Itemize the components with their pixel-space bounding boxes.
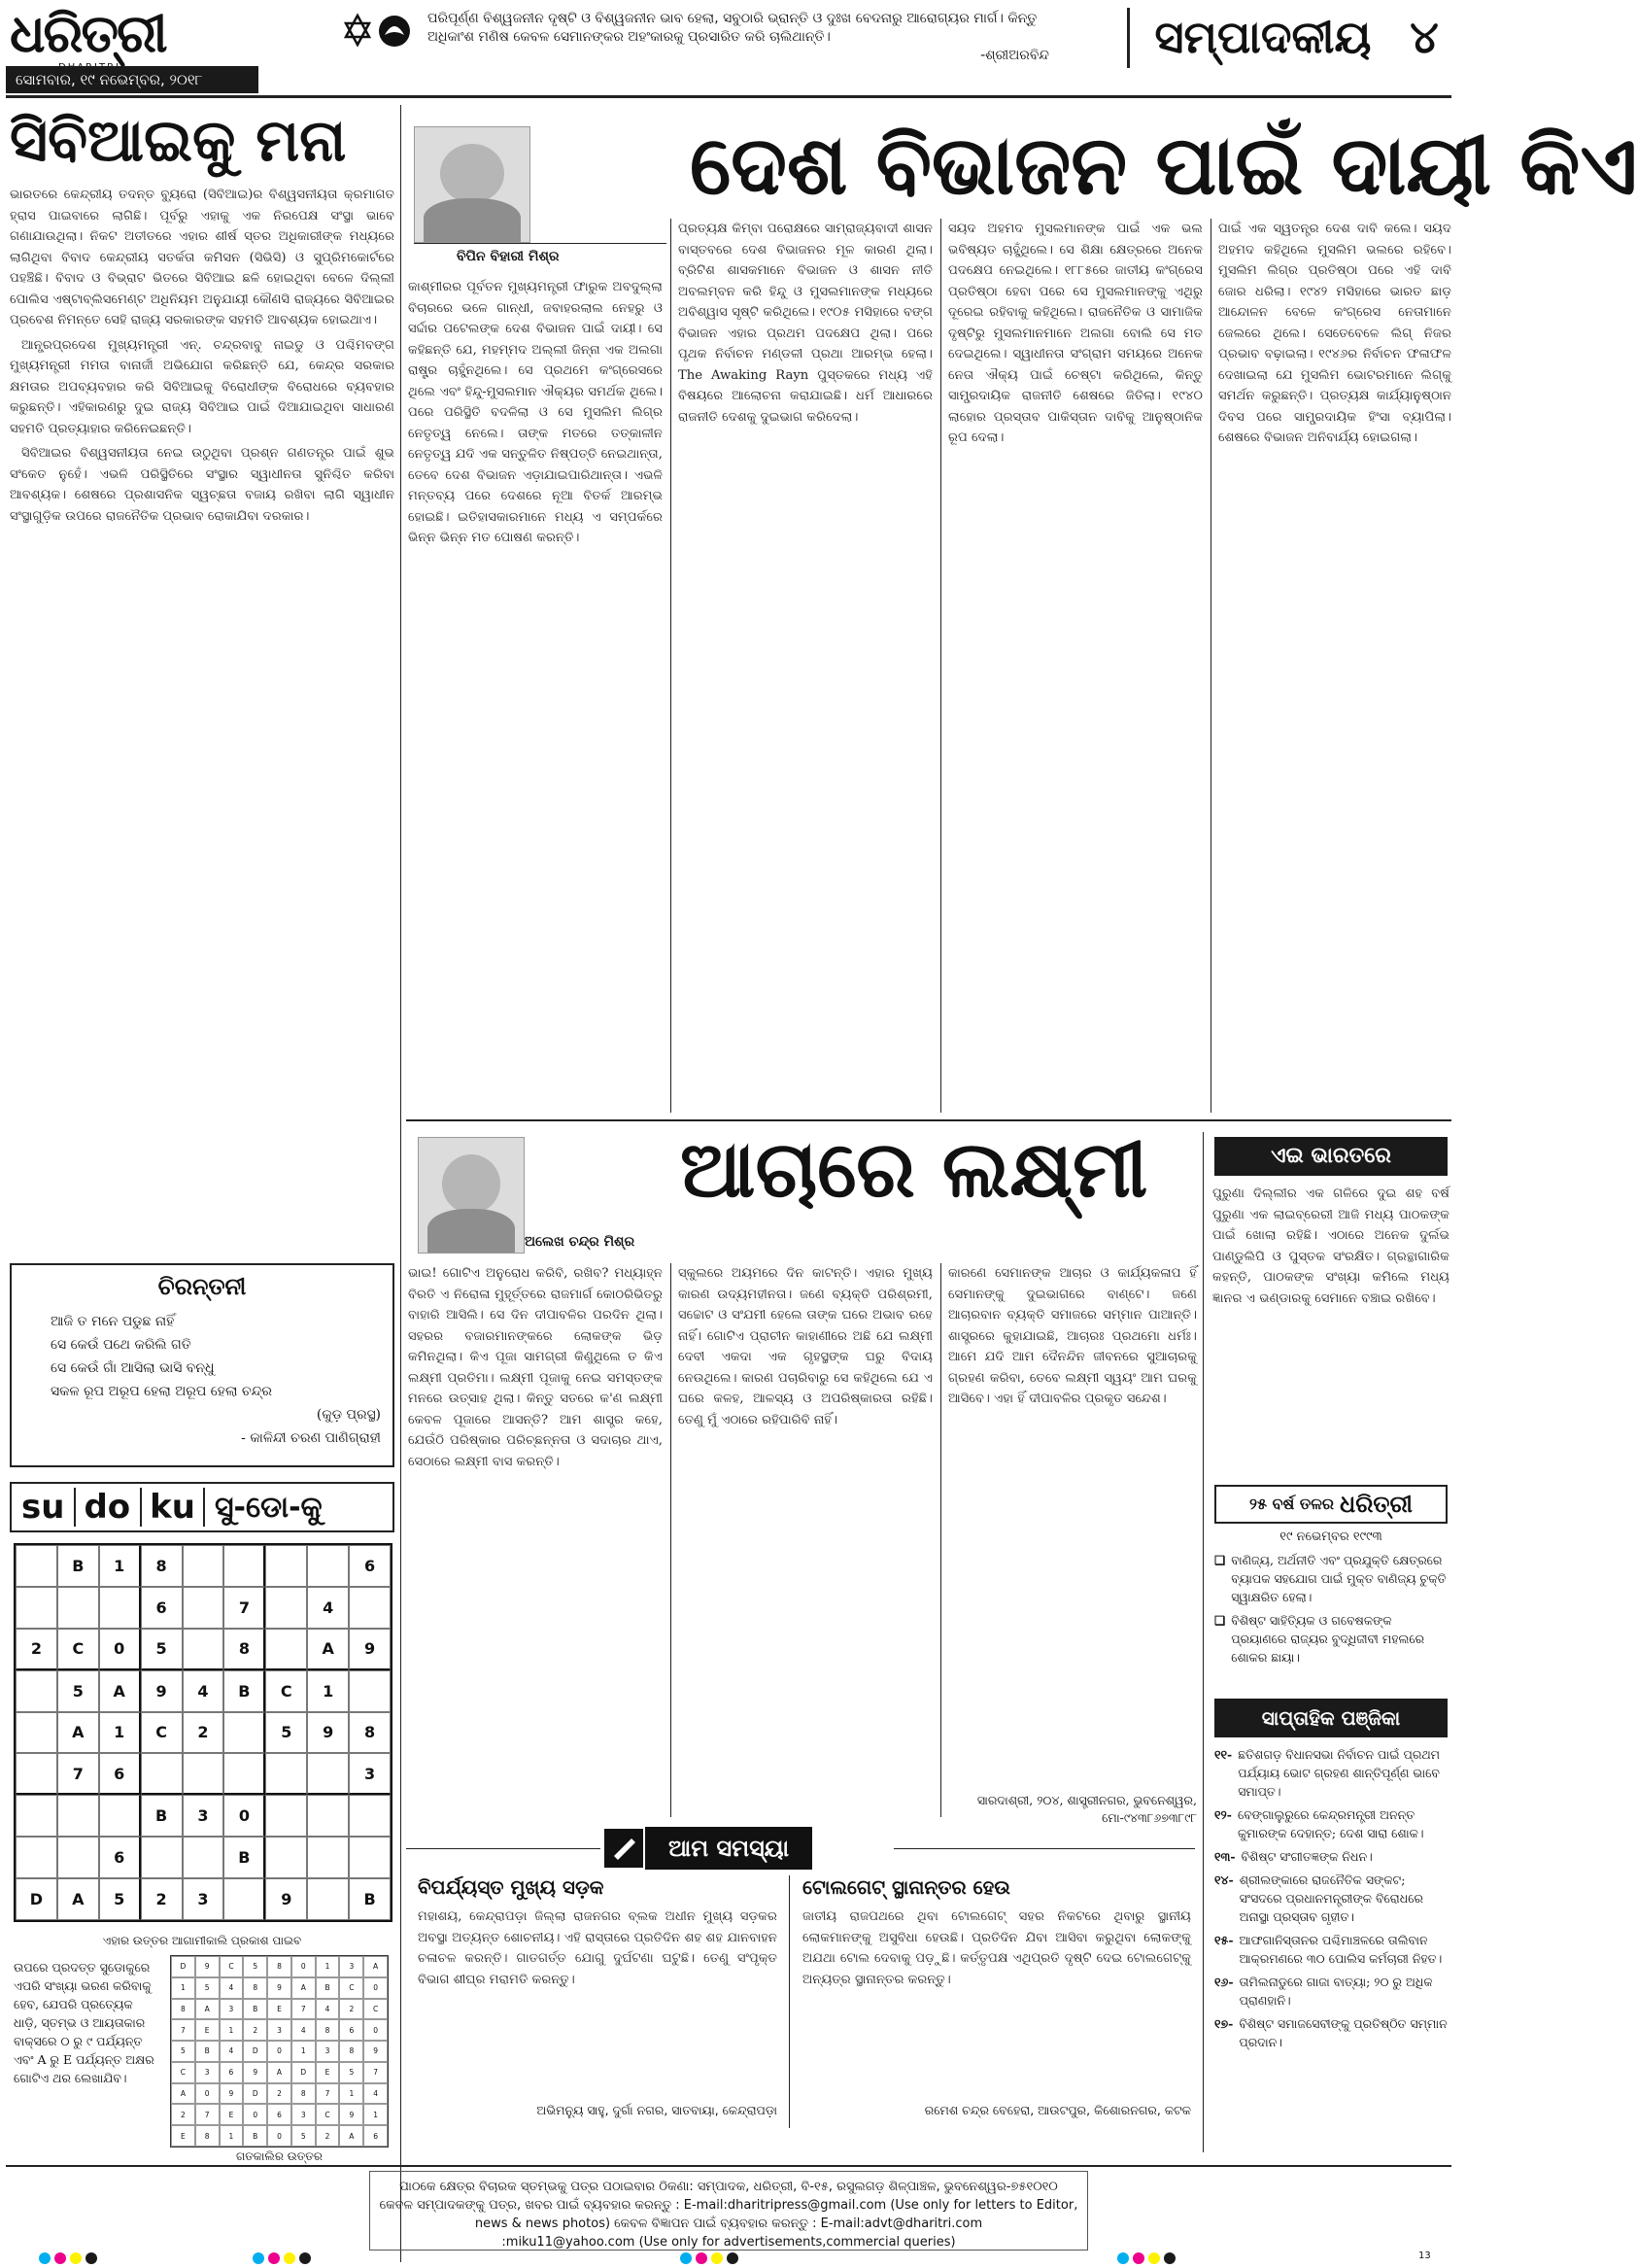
answer-cell: 2: [243, 2019, 267, 2041]
ei-bharatare-body: [1212, 1184, 1449, 1475]
ei-bharatare-text: ପୁରୁଣା ଦିଲ୍ଲୀର ଏକ ଗଳିରେ ଦୁଇ ଶହ ବର୍ଷ ପୁରୁଣା ଏକ ଲାଇବ୍ରେରୀ ଆଜି ମଧ୍ୟ ପାଠକଙ୍କ ପାଇଁ ଖୋଲା ରହିଛି। ଏଠାରେ ଅନେକ ଦୁର୍ଲଭ ପାଣ୍ଡୁଲିପି ଓ ପୁସ୍ତକ ସଂରକ୍ଷିତ। ଗ୍ରନ୍ଥାଗାରିକ କହନ୍ତି, ପାଠକଙ୍କ ସଂଖ୍ୟା କମିଲେ ମଧ୍ୟ ଜ୍ଞାନର ଏ ଭଣ୍ଡାରକୁ ସେମାନେ ବଞ୍ଚାଇ ରଖିବେ।: [1212, 1186, 1449, 1306]
sudoku-cell: [223, 1753, 265, 1795]
answer-cell: 4: [291, 2019, 316, 2041]
answer-cell: A: [267, 2062, 291, 2083]
sudoku-cell: 5: [265, 1712, 307, 1754]
quote-text: ପରିପୂର୍ଣ୍ଣ ବିଶ୍ୱଜନୀନ ଦୃଷ୍ଟି ଓ ବିଶ୍ୱଜନୀନ ଭାବ ହେଲା, ସବୁଠାରି ଭ୍ରାନ୍ତି ଓ ଦୁଃଖ ବେଦନାରୁ ଆରୋଗ୍ୟର ମାର୍ଗ। କିନ୍ତୁ ଅଧିକାଂଶ ମଣିଷ କେବଳ ସେମାନଙ୍କର ଅହଂକାରକୁ ପ୍ରସାରିତ କରି ଚାଲିଥାନ୍ତି।: [427, 11, 1038, 45]
sudoku-cell: [265, 1795, 307, 1837]
answer-cell: 0: [267, 2041, 291, 2062]
sudoku-cell: 7: [223, 1587, 265, 1629]
sudoku-cell: [183, 1753, 224, 1795]
sudoku-cell: [349, 1795, 391, 1837]
footer-email-editor: କେବଳ ସମ୍ପାଦକଙ୍କୁ ପତ୍ର, ଖବର ପାଇଁ ବ୍ୟବହାର କରନ୍ତୁ : E-mail:dharitripress@gmail.com (Use only for letters to Editor,: [379, 2198, 1078, 2213]
sudoku-cell: [265, 1545, 307, 1587]
sudoku-cell: 3: [349, 1753, 391, 1795]
saptahika-item: ୧୭- ବିଶିଷ୍ଟ ସମାଜସେବୀଙ୍କୁ ପ୍ରତିଷ୍ଠିତ ସମ୍ମାନ ପ୍ରଦାନ।: [1214, 2016, 1448, 2049]
sudoku-cell: C: [141, 1712, 183, 1754]
column-divider: [670, 219, 671, 1113]
registration-marks: [253, 2252, 338, 2266]
sudoku-cell: A: [307, 1629, 349, 1670]
sudoku-cell: B: [141, 1795, 183, 1837]
article1-paragraph: ସୟଦ ଅହମଦ ମୁସଲମାନଙ୍କ ପାଇଁ ଏକ ଭଲ ଭବିଷ୍ୟତ ଚାହୁଁଥିଲେ। ସେ ଶିକ୍ଷା କ୍ଷେତ୍ରରେ ଅନେକ ପଦକ୍ଷେପ ନେଇଥିଲେ। ୧୮୮୫ରେ ଜାତୀୟ କଂଗ୍ରେସ ପ୍ରତିଷ୍ଠା ହେବା ପରେ ସେ ମୁସଲମାନଙ୍କୁ ଏଥିରୁ ଦୂରେଇ ରହିବାକୁ କହିଥିଲେ। ରାଜନୈତିକ ଓ ସାମାଜିକ ଦୃଷ୍ଟିରୁ ମୁସଲମାନମାନେ ଅଲଗା ବୋଲି ସେ ମତ ଦେଇଥିଲେ। ସ୍ୱାଧୀନତା ସଂଗ୍ରାମ ସମୟରେ ଅନେକ ନେତା ଐକ୍ୟ ପାଇଁ ଚେଷ୍ଟା କରିଥିଲେ, କିନ୍ତୁ ସାମ୍ପ୍ରଦାୟିକ ରାଜନୀତି ଶେଷରେ ଜିତିଲା। ୧୯୪୦ ଲାହୋର ପ୍ରସ୍ତାବ ପାକିସ୍ତାନ ଦାବିକୁ ଆନୁଷ୍ଠାନିକ ରୂପ ଦେଲା।: [948, 222, 1203, 445]
sudoku-cell: 4: [307, 1587, 349, 1629]
sudoku-cell: C: [265, 1670, 307, 1712]
sudoku-cell: A: [57, 1878, 99, 1920]
answer-cell: 5: [171, 2041, 195, 2062]
article1-column: [678, 219, 933, 1113]
magenta-dot-icon: [54, 2252, 66, 2264]
answer-cell: 7: [291, 1999, 316, 2020]
answer-cell: A: [291, 1977, 316, 1999]
answer-cell: A: [171, 2083, 195, 2105]
poem-line: ସକଳ ରୂପ ଅରୂପ ହେଲା ଅରୂପ ହେଲା ଚନ୍ଦ୍ର: [51, 1384, 272, 1399]
sudoku-cell: 0: [223, 1795, 265, 1837]
column-divider: [940, 1263, 941, 1817]
answer-cell: C: [363, 1999, 388, 2020]
answer-cell: 5: [243, 1956, 267, 1977]
answer-cell: 8: [243, 1977, 267, 1999]
answer-cell: 4: [316, 1999, 340, 2020]
sudoku-cell: 8: [223, 1629, 265, 1670]
registration-marks: [1117, 2252, 1203, 2266]
years25-date: ୧୯ ନଭେମ୍ବର ୧୯୯୩: [1279, 1529, 1382, 1544]
answer-cell: 8: [291, 2083, 316, 2105]
answer-cell: 2: [339, 1999, 363, 2020]
sudoku-cell: A: [99, 1670, 141, 1712]
answer-cell: 4: [220, 1977, 244, 1999]
sudoku-cell: 3: [183, 1878, 224, 1920]
sudoku-cell: [183, 1837, 224, 1878]
sudoku-cell: [223, 1545, 265, 1587]
ama-samasya-banner: [602, 1827, 894, 1870]
answer-cell: 7: [171, 2019, 195, 2041]
sudoku-title-ku: ku: [140, 1488, 205, 1527]
poem-line: ସେ କେଉଁ ଗାଁ ଆସିଲା ଭାସି ବନ୍ଧୁ: [51, 1360, 215, 1376]
quote-attribution: -ଶ୍ରୀଅରବିନ୍ଦ: [980, 48, 1049, 63]
author-photo: [414, 126, 530, 243]
poem-author: - କାଳିନ୍ଦୀ ଚରଣ ପାଣିଗ୍ରାହୀ: [241, 1430, 381, 1446]
saptahika-item: ୧୩- ବିଶିଷ୍ଟ ସଂଗୀତଜ୍ଞଙ୍କ ନିଧନ।: [1214, 1849, 1373, 1864]
answer-cell: B: [316, 1977, 340, 1999]
column-divider: [789, 1875, 790, 2128]
chirantani-title: ଚିରନ୍ତନୀ: [157, 1273, 247, 1300]
logo-text: ଧରିତ୍ରୀ: [10, 3, 166, 64]
letter-body: ଜାତୀୟ ରାଜପଥରେ ଥିବା ଟୋଲଗେଟ୍ ସହର ନିକଟରେ ଥିବାରୁ ସ୍ଥାନୀୟ ଲୋକମାନଙ୍କୁ ଅସୁବିଧା ହେଉଛି। ପ୍ରତିଦିନ ଯିବା ଆସିବା କରୁଥିବା ଲୋକଙ୍କୁ ଅଯଥା ଟୋଲ ଦେବାକୁ ପଡ଼ୁଛି। କର୍ତ୍ତୃପକ୍ଷ ଏଥିପ୍ରତି ଦୃଷ୍ଟି ଦେଇ ଟୋଲଗେଟ୍‌କୁ ଅନ୍ୟତ୍ର ସ୍ଥାନାନ୍ତର କରନ୍ତୁ।: [802, 1909, 1191, 1987]
sudoku-cell: 2: [183, 1712, 224, 1754]
article2-byline: ଅଲେଖ ଚନ୍ଦ୍ର ମିଶ୍ର: [525, 1234, 635, 1250]
ama-samasya-title: ଆମ ସମସ୍ୟା: [645, 1827, 812, 1870]
sudoku-note: ଏହାର ଉତ୍ତର ଆଗାମୀକାଲି ପ୍ରକାଶ ପାଇବ: [102, 1934, 302, 1947]
years25-banner: [1214, 1485, 1448, 1524]
answer-cell: 5: [195, 1977, 220, 1999]
sudoku-cell: C: [57, 1629, 99, 1670]
article1-paragraph: କାଶ୍ମୀରର ପୂର୍ବତନ ମୁଖ୍ୟମନ୍ତ୍ରୀ ଫାରୁକ ଅବଦୁଲ୍ଲା ବିଚାରରେ ଭଳେ ଗାନ୍ଧୀ, ଜବାହରଲାଲ ନେହରୁ ଓ ସର୍ଦ୍ଦାର ପଟେଲଙ୍କ ଦେଶ ବିଭାଜନ ପାଇଁ ଦାୟୀ। ସେ କହିଛନ୍ତି ଯେ, ମହମ୍ମଦ ଅଲ୍ଲୀ ଜିନ୍ନା ଏକ ଅଲଗା ରାଷ୍ଟ୍ର ଚାହୁଁନଥିଲେ। ସେ ପ୍ରଥମେ କଂଗ୍ରେସରେ ଥିଲେ ଏବଂ ହିନ୍ଦୁ-ମୁସଲମାନ ଐକ୍ୟର ସମର୍ଥକ ଥିଲେ। ପରେ ପରିସ୍ଥିତି ବଦଳିଲା ଓ ସେ ମୁସଲିମ ଲିଗ୍‌ର ନେତୃତ୍ୱ ନେଲେ। ତାଙ୍କ ମତରେ ତତ୍କାଳୀନ ନେତୃତ୍ୱ ଯଦି ଏକ ସନ୍ତୁଳିତ ନିଷ୍ପତ୍ତି ନେଇଥାନ୍ତା, ତେବେ ଦେଶ ବିଭାଜନ ଏଡ଼ାଯାଇପାରିଥାନ୍ତା। ଏଭଳି ମନ୍ତବ୍ୟ ପରେ ଦେଶରେ ନୂଆ ବିତର୍କ ଆରମ୍ଭ ହୋଇଛି। ଇତିହାସକାରମାନେ ମଧ୍ୟ ଏ ସମ୍ପର୍କରେ ଭିନ୍ନ ଭିନ୍ନ ମତ ପୋଷଣ କରନ୍ତି।: [408, 280, 663, 545]
column-divider: [940, 219, 941, 1113]
answer-cell: 1: [220, 2125, 244, 2147]
answer-cell: 1: [291, 2041, 316, 2062]
sudoku-cell: B: [57, 1545, 99, 1587]
answer-cell: 1: [220, 2019, 244, 2041]
sudoku-cell: [57, 1837, 99, 1878]
sudoku-cell: 7: [57, 1753, 99, 1795]
answer-cell: 5: [339, 2062, 363, 2083]
answer-cell: 6: [267, 2104, 291, 2125]
sudoku-cell: [57, 1795, 99, 1837]
column-divider: [400, 105, 401, 2262]
sudoku-cell: 6: [141, 1587, 183, 1629]
ei-bharatare-title: ଏଇ ଭାରତରେ: [1214, 1137, 1448, 1176]
answer-cell: 0: [195, 2083, 220, 2105]
saptahika-title: ସାପ୍ତାହିକ ପଞ୍ଜିକା: [1214, 1699, 1448, 1737]
sudoku-cell: 1: [99, 1545, 141, 1587]
answer-cell: 8: [195, 2125, 220, 2147]
sudoku-cell: B: [223, 1670, 265, 1712]
editorial-paragraph: ସିବିଆଇର ବିଶ୍ୱସନୀୟତା ନେଇ ଉଠୁଥିବା ପ୍ରଶ୍ନ ଗଣତନ୍ତ୍ର ପାଇଁ ଶୁଭ ସଂକେତ ନୁହେଁ। ଏଭଳି ପରିସ୍ଥିତିରେ ସଂସ୍ଥାର ସ୍ୱାଧୀନତା ସୁନିଶ୍ଚିତ କରିବା ଆବଶ୍ୟକ। ଶେଷରେ ପ୍ରଶାସନିକ ସ୍ୱଚ୍ଛତା ବଜାୟ ରଖିବା ଲାଗି ସ୍ୱାଧୀନ ସଂସ୍ଥାଗୁଡ଼ିକ ଉପରେ ରାଜନୈତିକ ପ୍ରଭାବ ରୋକାଯିବା ଦରକାର।: [10, 446, 394, 524]
years25-label: ୨୫ ବର୍ଷ ତଳର: [1249, 1495, 1334, 1513]
answer-cell: 5: [291, 2125, 316, 2147]
article-separator: [406, 1119, 1451, 1121]
sudoku-cell: D: [16, 1878, 57, 1920]
answer-cell: 8: [316, 2019, 340, 2041]
answer-cell: 3: [267, 2019, 291, 2041]
banner-rule: [406, 1848, 600, 1849]
sudoku-cell: [349, 1670, 391, 1712]
answer-cell: E: [267, 1999, 291, 2020]
editorial-headline: ସିବିଆଇକୁ ମନା: [10, 107, 347, 175]
letter-body: ମହାଶୟ, କେନ୍ଦ୍ରାପଡ଼ା ଜିଲ୍ଲା ରାଜନଗର ବ୍ଲକ ଅଧୀନ ମୁଖ୍ୟ ସଡ଼କର ଅବସ୍ଥା ଅତ୍ୟନ୍ତ ଶୋଚନୀୟ। ଏହି ରାସ୍ତାରେ ପ୍ରତିଦିନ ଶହ ଶହ ଯାନବାହନ ଚଳାଚଳ କରନ୍ତି। ଗାତଗର୍ତ୍ତ ଯୋଗୁ ଦୁର୍ଘଟଣା ଘଟୁଛି। ତେଣୁ ସଂପୃକ୍ତ ବିଭାଗ ଶୀଘ୍ର ମରାମତି କରନ୍ତୁ।: [418, 1909, 777, 1987]
letter-sender: ଅଭିମନ୍ୟୁ ସାହୁ, ଦୁର୍ଗା ନଗର, ସାତବାୟା, କେନ୍ଦ୍ରାପଡ଼ା: [536, 2103, 777, 2117]
sudoku-cell: [141, 1753, 183, 1795]
answer-cell: 3: [339, 1956, 363, 1977]
sudoku-cell: [223, 1712, 265, 1754]
answer-cell: A: [195, 1999, 220, 2020]
sudoku-cell: [99, 1795, 141, 1837]
column-divider: [1203, 1132, 1204, 2152]
sudoku-cell: [16, 1670, 57, 1712]
answer-cell: E: [195, 2019, 220, 2041]
sudoku-cell: 6: [99, 1837, 141, 1878]
sudoku-title-su: su: [21, 1488, 65, 1527]
saptahika-item: ୧୪- ଶ୍ରୀଲଙ୍କାରେ ରାଜନୈତିକ ସଙ୍କଟ; ସଂସଦରେ ପ୍ରଧାନମନ୍ତ୍ରୀଙ୍କ ବିରୋଧରେ ଅନାସ୍ଥା ପ୍ରସ୍ତାବ ଗୃହୀତ।: [1214, 1873, 1423, 1924]
sudoku-cell: [183, 1587, 224, 1629]
sudoku-cell: [307, 1795, 349, 1837]
footer-email-commercial: :miku11@yahoo.com (Use only for advertisements,commercial queries): [501, 2235, 956, 2250]
byline-rule: [414, 243, 666, 244]
article2-paragraph: ଭାଇ! ଗୋଟିଏ ଅନୁରୋଧ କରିବି, ରଖିବ? ମଧ୍ୟାହ୍ନ ବିରତି ଏ ନିରୋଳା ମୁହୂର୍ତ୍ତରେ ରାଜମାର୍ଗ କୋଠରିଭିତରୁ ବାହାରି ଆସିଲି। ସେ ଦିନ ଦୀପାବଳିର ପରଦିନ ଥିଲା। ସହରର ବଜାରମାନଙ୍କରେ ଲୋକଙ୍କ ଭିଡ଼ କମିନଥିଲା। କିଏ ପୂଜା ସାମଗ୍ରୀ କିଣୁଥିଲେ ତ କିଏ ଲକ୍ଷ୍ମୀ ପ୍ରତିମା। ଲକ୍ଷ୍ମୀ ପୂଜାକୁ ନେଇ ସମସ୍ତଙ୍କ ମନରେ ଉତ୍ସାହ ଥିଲା। କିନ୍ତୁ ସତରେ କ'ଣ ଲକ୍ଷ୍ମୀ କେବଳ ପୂଜାରେ ଆସନ୍ତି? ଆମ ଶାସ୍ତ୍ର କହେ, ଯେଉଁଠି ପରିଷ୍କାର ପରିଚ୍ଛନ୍ନତା ଓ ସଦାଚାର ଥାଏ, ସେଠାରେ ଲକ୍ଷ୍ମୀ ବାସ କରନ୍ତି।: [408, 1266, 663, 1469]
answer-cell: 6: [220, 2062, 244, 2083]
answer-cell: 3: [220, 1999, 244, 2020]
sudoku-cell: 6: [349, 1545, 391, 1587]
star-of-david-icon: [346, 16, 369, 45]
answer-cell: 0: [291, 1956, 316, 1977]
poem-source: (କୁଡ଼ ପ୍ରସ୍ଥ): [316, 1407, 381, 1423]
sudoku-cell: [99, 1587, 141, 1629]
answer-cell: 8: [267, 1956, 291, 1977]
answer-cell: 0: [363, 2019, 388, 2041]
answer-cell: 9: [243, 2062, 267, 2083]
saptahika-item: ୧୨- ବେଙ୍ଗାଲୁରୁରେ କେନ୍ଦ୍ରମନ୍ତ୍ରୀ ଅନନ୍ତ କୁମାରଙ୍କ ଦେହାନ୍ତ; ଦେଶ ସାରା ଶୋକ।: [1214, 1807, 1424, 1840]
sudoku-cell: 5: [141, 1629, 183, 1670]
sudoku-cell: [265, 1587, 307, 1629]
article1-paragraph: ପାଇଁ ଏକ ସ୍ୱତନ୍ତ୍ର ଦେଶ ଦାବି କଲେ। ସୟଦ ଅହମଦ କହିଥିଲେ ମୁସଲିମ ଭଲରେ ରହିବେ। ମୁସଲିମ ଲିଗ୍‌ର ପ୍ରତିଷ୍ଠା ପରେ ଏହି ଦାବି ଜୋର ଧରିଲା। ୧୯୪୨ ମସିହାରେ ଭାରତ ଛାଡ଼ ଆନ୍ଦୋଳନ ବେଳେ କଂଗ୍ରେସ ନେତାମାନେ ଜେଲରେ ଥିଲେ। ସେତେବେଳେ ଲିଗ୍ ନିଜର ପ୍ରଭାବ ବଢ଼ାଇଲା। ୧୯୪୬ର ନିର୍ବାଚନ ଫଳାଫଳ ଦେଖାଇଲା ଯେ ମୁସଲିମ ଭୋଟରମାନେ ଲିଗ୍‌କୁ ସମର୍ଥନ କରୁଛନ୍ତି। ପ୍ରତ୍ୟକ୍ଷ କାର୍ଯ୍ୟାନୁଷ୍ଠାନ ଦିବସ ପରେ ସାମ୍ପ୍ରଦାୟିକ ହିଂସା ବ୍ୟାପିଲା। ଶେଷରେ ବିଭାଜନ ଅନିବାର୍ଯ୍ୟ ହୋଇଗଲା।: [1218, 222, 1451, 445]
sudoku-cell: [141, 1837, 183, 1878]
answer-cell: A: [363, 1956, 388, 1977]
poem-line: ଆଜି ତ ମନେ ପଡୁଛ ନାହିଁ: [51, 1314, 175, 1329]
sudoku-cell: [265, 1629, 307, 1670]
footer-email-advt: news & news photos) କେବଳ ବିଜ୍ଞାପନ ପାଇଁ ବ୍ୟବହାର କରନ୍ତୁ : E-mail:advt@dharitri.com: [474, 2216, 983, 2231]
article2-paragraph: ସ୍କୁଲରେ ଅୟମରେ ଦିନ କାଟନ୍ତି। ଏହାର ମୁଖ୍ୟ କାରଣ ଉଦ୍ୟମହୀନତା। ଜଣେ ବ୍ୟକ୍ତି ପରିଶ୍ରମୀ, ସଚ୍ଚୋଟ ଓ ସଂଯମୀ ହେଲେ ତାଙ୍କ ଘରେ ଅଭାବ ରହେ ନାହିଁ। ଗୋଟିଏ ପ୍ରାଚୀନ କାହାଣୀରେ ଅଛି ଯେ ଲକ୍ଷ୍ମୀ ଦେବୀ ଏକଦା ଏକ ଗୃହସ୍ଥଙ୍କ ଘରୁ ବିଦାୟ ନେଉଥିଲେ। କାରଣ ପଚାରିବାରୁ ସେ କହିଥିଲେ ଯେ ଏ ଘରେ କଳହ, ଆଳସ୍ୟ ଓ ଅପରିଷ୍କାରତା ରହିଛି। ତେଣୁ ମୁଁ ଏଠାରେ ରହିପାରିବି ନାହିଁ।: [678, 1266, 933, 1427]
answer-cell: 3: [195, 2062, 220, 2083]
sudoku-cell: 1: [307, 1670, 349, 1712]
answer-cell: 6: [363, 2125, 388, 2147]
sudoku-cell: 1: [99, 1712, 141, 1754]
sudoku-cell: [16, 1837, 57, 1878]
poem-line: ସେ କେଉଁ ପଥେ କରିଲି ଗତି: [51, 1337, 191, 1353]
sudoku-title-do: do: [74, 1488, 130, 1527]
cyan-dot-icon: [39, 2252, 51, 2264]
footer-rule: [6, 2165, 1451, 2167]
newspaper-logo: [10, 3, 180, 72]
answer-cell: 9: [363, 2041, 388, 2062]
sudoku-cell: 5: [99, 1878, 141, 1920]
answer-cell: C: [339, 1977, 363, 1999]
sudoku-answer-grid: [170, 1955, 389, 2148]
banner-rule: [894, 1848, 1195, 1849]
column-divider: [670, 1263, 671, 1817]
author-photo: [418, 1137, 525, 1254]
sudoku-cell: 9: [141, 1670, 183, 1712]
sudoku-cell: [307, 1753, 349, 1795]
sudoku-cell: 5: [57, 1670, 99, 1712]
answer-cell: 2: [267, 2083, 291, 2105]
sudoku-title: [10, 1482, 394, 1532]
answer-cell: 3: [316, 2041, 340, 2062]
answer-cell: D: [171, 1956, 195, 1977]
answer-cell: 7: [363, 2062, 388, 2083]
answer-cell: 0: [267, 2125, 291, 2147]
answer-cell: 3: [291, 2104, 316, 2125]
article1-byline: ବିପିନ ବିହାରୀ ମିଶ୍ର: [457, 249, 560, 264]
chirantani-box: [10, 1263, 394, 1467]
answer-cell: 7: [316, 2083, 340, 2105]
chirantani-poem: [51, 1310, 381, 1450]
dateline: ସୋମବାର, ୧୯ ନଭେମ୍ବର, ୨୦୧୮: [6, 66, 258, 93]
answer-cell: D: [243, 2041, 267, 2062]
sudoku-cell: A: [57, 1712, 99, 1754]
sudoku-cell: [16, 1753, 57, 1795]
article1-column: [1218, 219, 1451, 1113]
sudoku-title-odia: ସୁ-ଡୋ-କୁ: [214, 1490, 323, 1525]
answer-cell: 0: [243, 2104, 267, 2125]
answer-cell: 4: [363, 2083, 388, 2105]
answer-cell: 1: [171, 1977, 195, 1999]
sudoku-cell: [16, 1795, 57, 1837]
editorial-paragraph: ଭାରତରେ କେନ୍ଦ୍ରୀୟ ତଦନ୍ତ ବ୍ୟୁରୋ (ସିବିଆଇ)ର ବିଶ୍ୱସନୀୟତା କ୍ରମାଗତ ହ୍ରାସ ପାଇବାରେ ଲାଗିଛି। ପୂର୍ବରୁ ଏହାକୁ ଏକ ନିରପେକ୍ଷ ସଂସ୍ଥା ଭାବେ ଗଣାଯାଉଥିଲା। ନିକଟ ଅତୀତରେ ଏହାର ଶୀର୍ଷ ସ୍ତର ଅଧିକାରୀଙ୍କ ମଧ୍ୟରେ ଲାଗିଥିବା ବିବାଦ କେନ୍ଦ୍ରୀୟ ସତର୍କତା କମିସନ (ସିଭିସି) ଓ ସୁପ୍ରିମକୋର୍ଟରେ ପହଞ୍ଚିଛି। ବିବାଦ ଓ ବିଭ୍ରାଟ ଭିତରେ ସିବିଆଇ ଛଳି ହୋଇଥିବା ବେଳେ ଦିଲ୍ଲୀ ପୋଲିସ ଏଷ୍ଟାବ୍ଲିସମେଣ୍ଟ ଅଧିନିୟମ ଅନୁଯାୟୀ କୌଣସି ରାଜ୍ୟରେ ସିବିଆଇର ପ୍ରବେଶ ନିମନ୍ତେ ସେହି ରାଜ୍ୟ ସରକାରଙ୍କ ସହମତି ଆବଶ୍ୟକ ହୋଇଥାଏ।: [10, 188, 394, 327]
black-dot-icon: [85, 2252, 97, 2264]
answer-cell: 1: [316, 1956, 340, 1977]
sudoku-cell: [183, 1629, 224, 1670]
article1-column: [408, 277, 663, 1113]
answer-cell: 2: [171, 2104, 195, 2125]
sudoku-cell: [349, 1837, 391, 1878]
sudoku-cell: [349, 1587, 391, 1629]
sudoku-cell: 9: [265, 1878, 307, 1920]
answer-cell: B: [195, 2041, 220, 2062]
sudoku-cell: [16, 1587, 57, 1629]
sudoku-cell: 4: [183, 1670, 224, 1712]
article1-column: [948, 219, 1203, 1113]
sudoku-cell: [307, 1837, 349, 1878]
sudoku-cell: 9: [307, 1712, 349, 1754]
sudoku-instructions: ଉପରେ ପ୍ରଦତ୍ତ ସୁଡୋକୁରେ ଏପରି ସଂଖ୍ୟା ଭରଣ କରିବାକୁ ହେବ, ଯେପରି ପ୍ରତ୍ୟେକ ଧାଡ଼ି, ସ୍ତମ୍ଭ ଓ ଆୟତାକାର ବାକ୍ସରେ ୦ ରୁ ୯ ପର୍ଯ୍ୟନ୍ତ ଏବଂ A ରୁ E ପର୍ଯ୍ୟନ୍ତ ଅକ୍ଷର ଗୋଟିଏ ଥର ଲେଖାଯିବ।: [14, 1960, 154, 2085]
sudoku-cell: [16, 1545, 57, 1587]
section-title: ସମ୍ପାଦକୀୟ: [1154, 11, 1372, 63]
article1-paragraph: ପ୍ରତ୍ୟକ୍ଷ କିମ୍ବା ପରୋକ୍ଷରେ ସାମ୍ରାଜ୍ୟବାଦୀ ଶାସନ ବାସ୍ତବରେ ଦେଶ ବିଭାଜନର ମୂଳ କାରଣ ଥିଲା। ବ୍ରିଟିଶ ଶାସକମାନେ ବିଭାଜନ ଓ ଶାସନ ନୀତି ଅବଲମ୍ବନ କରି ହିନ୍ଦୁ ଓ ମୁସଲମାନଙ୍କ ମଧ୍ୟରେ ଅବିଶ୍ୱାସ ସୃଷ୍ଟି କରିଥିଲେ। ୧୯୦୫ ମସିହାରେ ବଙ୍ଗ ବିଭାଜନ ଏହାର ପ୍ରଥମ ପଦକ୍ଷେପ ଥିଲା। ପରେ ପୃଥକ ନିର୍ବାଚନ ମଣ୍ଡଳୀ ପ୍ରଥା ଆରମ୍ଭ ହେଲା। The Awaking Rayn ପୁସ୍ତକରେ ମଧ୍ୟ ଏହି ବିଷୟରେ ଆଲୋଚନା କରାଯାଇଛି। ଧର୍ମ ଆଧାରରେ ରାଜନୀତି ଦେଶକୁ ଦୁଇଭାଗ କରିଦେଲା।: [678, 222, 933, 425]
answer-cell: 1: [339, 2083, 363, 2105]
years25-item: ❏ ବାଣିଜ୍ୟ, ଅର୍ଥନୀତି ଏବଂ ପ୍ରଯୁକ୍ତି କ୍ଷେତ୍ରରେ ବ୍ୟାପକ ସହଯୋଗ ପାଇଁ ମୁକ୍ତ ବାଣିଜ୍ୟ ଚୁକ୍ତି ସ୍ୱାକ୍ଷରିତ ହେଲା।: [1214, 1553, 1447, 1604]
sudoku-cell: 0: [99, 1629, 141, 1670]
letter-sender: ରମେଶ ଚନ୍ଦ୍ର ବେହେରା, ଆଉଟପୁର, କିଶୋରନଗର, କଟକ: [924, 2103, 1191, 2117]
sudoku-grid: [14, 1543, 392, 1922]
article2-column: [408, 1263, 663, 1817]
article2-column: [678, 1263, 933, 1817]
answer-cell: 9: [339, 2104, 363, 2125]
sudoku-cell: [223, 1878, 265, 1920]
article2-column: [948, 1263, 1197, 1788]
years25-brand: ଧରିତ୍ରୀ: [1339, 1491, 1413, 1518]
answer-cell: 1: [363, 2104, 388, 2125]
registration-marks: [680, 2252, 766, 2266]
sudoku-cell: 2: [141, 1878, 183, 1920]
answer-cell: 8: [171, 1999, 195, 2020]
answer-cell: C: [220, 1956, 244, 1977]
answer-cell: D: [243, 2083, 267, 2105]
article2-headline: ଆଚାରେ ଲକ୍ଷ୍ମୀ: [680, 1124, 1148, 1215]
masthead-divider: [1127, 8, 1130, 68]
sudoku-cell: 3: [183, 1795, 224, 1837]
masthead-quote: [427, 10, 1049, 65]
sudoku-cell: [265, 1837, 307, 1878]
article1-headline: ଦେଶ ବିଭାଜନ ପାଇଁ ଦାୟୀ କିଏ: [690, 118, 1637, 213]
folio-number: 13: [1418, 2251, 1431, 2261]
contact-footer: [369, 2171, 1088, 2251]
saptahika-item: ୧୧- ଛତିଶଗଡ଼ ବିଧାନସଭା ନିର୍ବାଚନ ପାଇଁ ପ୍ରଥମ ପର୍ଯ୍ୟାୟ ଭୋଟ ଗ୍ରହଣ ଶାନ୍ତିପୂର୍ଣ୍ଣ ଭାବେ ସମାପ୍ତ।: [1214, 1747, 1441, 1799]
letter-title: ବିପର୍ଯ୍ୟସ୍ତ ମୁଖ୍ୟ ସଡ଼କ: [418, 1875, 604, 1899]
answer-cell: C: [316, 2104, 340, 2125]
lotus-emblem-icon: [379, 16, 410, 47]
answer-cell: 9: [220, 2083, 244, 2105]
sudoku-cell: 9: [349, 1629, 391, 1670]
sudoku-cell: 8: [349, 1712, 391, 1754]
answer-cell: 8: [339, 2041, 363, 2062]
saptahika-item: ୧୫- ଆଫଗାନିସ୍ତାନର ପଶ୍ଚିମାଞ୍ଚଳରେ ତାଲିବାନ ଆକ୍ରମଣରେ ୩୦ ପୋଲିସ କର୍ମଚାରୀ ନିହତ।: [1214, 1933, 1443, 1966]
answer-cell: 4: [220, 2041, 244, 2062]
masthead-rule: [6, 95, 1451, 98]
years25-item: ❏ ବିଶିଷ୍ଟ ସାହିତ୍ୟିକ ଓ ଗବେଷକଙ୍କ ପ୍ରୟାଣରେ ରାଜ୍ୟର ବୁଦ୍ଧିଜୀବୀ ମହଲରେ ଶୋକର ଛାୟା।: [1214, 1613, 1425, 1665]
letter-pen-icon: [602, 1827, 645, 1870]
answer-cell: E: [171, 2125, 195, 2147]
answer-cell: E: [220, 2104, 244, 2125]
sudoku-answer-label: ଗତକାଲିର ଉତ୍ତର: [236, 2149, 323, 2163]
sudoku-cell: [183, 1545, 224, 1587]
sudoku-cell: [16, 1712, 57, 1754]
answer-cell: B: [243, 2125, 267, 2147]
letter-title: ଟୋଲଗେଟ୍ ସ୍ଥାନାନ୍ତର ହେଉ: [802, 1875, 1010, 1899]
answer-cell: 9: [195, 1956, 220, 1977]
sudoku-cell: [57, 1587, 99, 1629]
years25-list: [1214, 1551, 1448, 1671]
article2-paragraph: କାରଣେ ସେମାନଙ୍କ ଆଚାର ଓ କାର୍ଯ୍ୟକଳାପ ହିଁ ସେମାନଙ୍କୁ ଦୁଇଭାଗରେ ବାଣ୍ଟେ। ଜଣେ ଆଚାରବାନ ବ୍ୟକ୍ତି ସମାଜରେ ସମ୍ମାନ ପାଆନ୍ତି। ଶାସ୍ତ୍ରରେ କୁହାଯାଇଛି, ଆଚାରଃ ପ୍ରଥମୋ ଧର୍ମଃ। ଆମେ ଯଦି ଆମ ଦୈନନ୍ଦିନ ଜୀବନରେ ସୁଆଚାରକୁ ଗ୍ରହଣ କରିବା, ତେବେ ଲକ୍ଷ୍ମୀ ସ୍ୱୟଂ ଆମ ଘରକୁ ଆସିବେ। ଏହା ହିଁ ଦୀପାବଳିର ପ୍ରକୃତ ସନ୍ଦେଶ।: [948, 1266, 1197, 1406]
footer-address: ପାଠକେ କ୍ଷେତ୍ର ବିଚାରକ ସ୍ତମ୍ଭକୁ ପତ୍ର ପଠାଇବାର ଠିକଣା: ସମ୍ପାଦକ, ଧରିତ୍ରୀ, ବି-୧୫, ରସୁଲଗଡ଼ ଶିଳ୍ପାଞ୍ଚଳ, ଭୁବନେଶ୍ୱର-୭୫୧୦୧୦: [399, 2180, 1058, 2194]
saptahika-list: [1214, 1745, 1449, 2163]
article2-signoff: ସାରଦାଶ୍ରୀ, ୨୦୪, ଶାସ୍ତ୍ରୀନଗର, ଭୁବନେଶ୍ୱର, ମୋ-୯୪୩୮୬୭୩୮୯୮: [976, 1793, 1197, 1825]
answer-cell: 7: [195, 2104, 220, 2125]
sudoku-cell: [307, 1545, 349, 1587]
saptahika-item: ୧୬- ତାମିଲନାଡୁରେ ଗାଜା ବାତ୍ୟା; ୨୦ ରୁ ଅଧିକ ପ୍ରାଣହାନି।: [1214, 1975, 1433, 2008]
answer-cell: 9: [267, 1977, 291, 1999]
sudoku-cell: [307, 1878, 349, 1920]
editorial-body: [10, 185, 394, 1249]
answer-cell: 2: [316, 2125, 340, 2147]
answer-cell: 0: [363, 1977, 388, 1999]
answer-cell: C: [171, 2062, 195, 2083]
sudoku-cell: B: [223, 1837, 265, 1878]
answer-cell: D: [291, 2062, 316, 2083]
registration-marks: [39, 2252, 124, 2266]
editorial-paragraph: ଆନ୍ଧ୍ରପ୍ରଦେଶ ମୁଖ୍ୟମନ୍ତ୍ରୀ ଏନ୍‌. ଚନ୍ଦ୍ରବାବୁ ନାଇଡୁ ଓ ପଶ୍ଚିମବଙ୍ଗ ମୁଖ୍ୟମନ୍ତ୍ରୀ ମମତା ବାନାର୍ଜୀ ଅଭିଯୋଗ କରିଛନ୍ତି ଯେ, କେନ୍ଦ୍ର ସରକାର କ୍ଷମତାର ଅପବ୍ୟବହାର କରି ସିବିଆଇକୁ ବିରୋଧୀଙ୍କ ବିରୋଧରେ ବ୍ୟବହାର କରୁଛନ୍ତି। ଏହିକାରଣରୁ ଦୁଇ ରାଜ୍ୟ ସିବିଆଇ ପାଇଁ ଦିଆଯାଇଥିବା ସାଧାରଣ ସହମତି ପ୍ରତ୍ୟାହାର କରିନେଇଛନ୍ତି।: [10, 337, 394, 436]
sudoku-cell: [265, 1753, 307, 1795]
answer-cell: A: [339, 2125, 363, 2147]
page-number: ୪: [1410, 11, 1439, 63]
sudoku-cell: 6: [99, 1753, 141, 1795]
sudoku-cell: B: [349, 1878, 391, 1920]
yellow-dot-icon: [70, 2252, 82, 2264]
answer-cell: E: [316, 2062, 340, 2083]
answer-cell: B: [243, 1999, 267, 2020]
sudoku-cell: 2: [16, 1629, 57, 1670]
answer-cell: 6: [339, 2019, 363, 2041]
emblem-icons: [340, 12, 414, 52]
sudoku-cell: 8: [141, 1545, 183, 1587]
